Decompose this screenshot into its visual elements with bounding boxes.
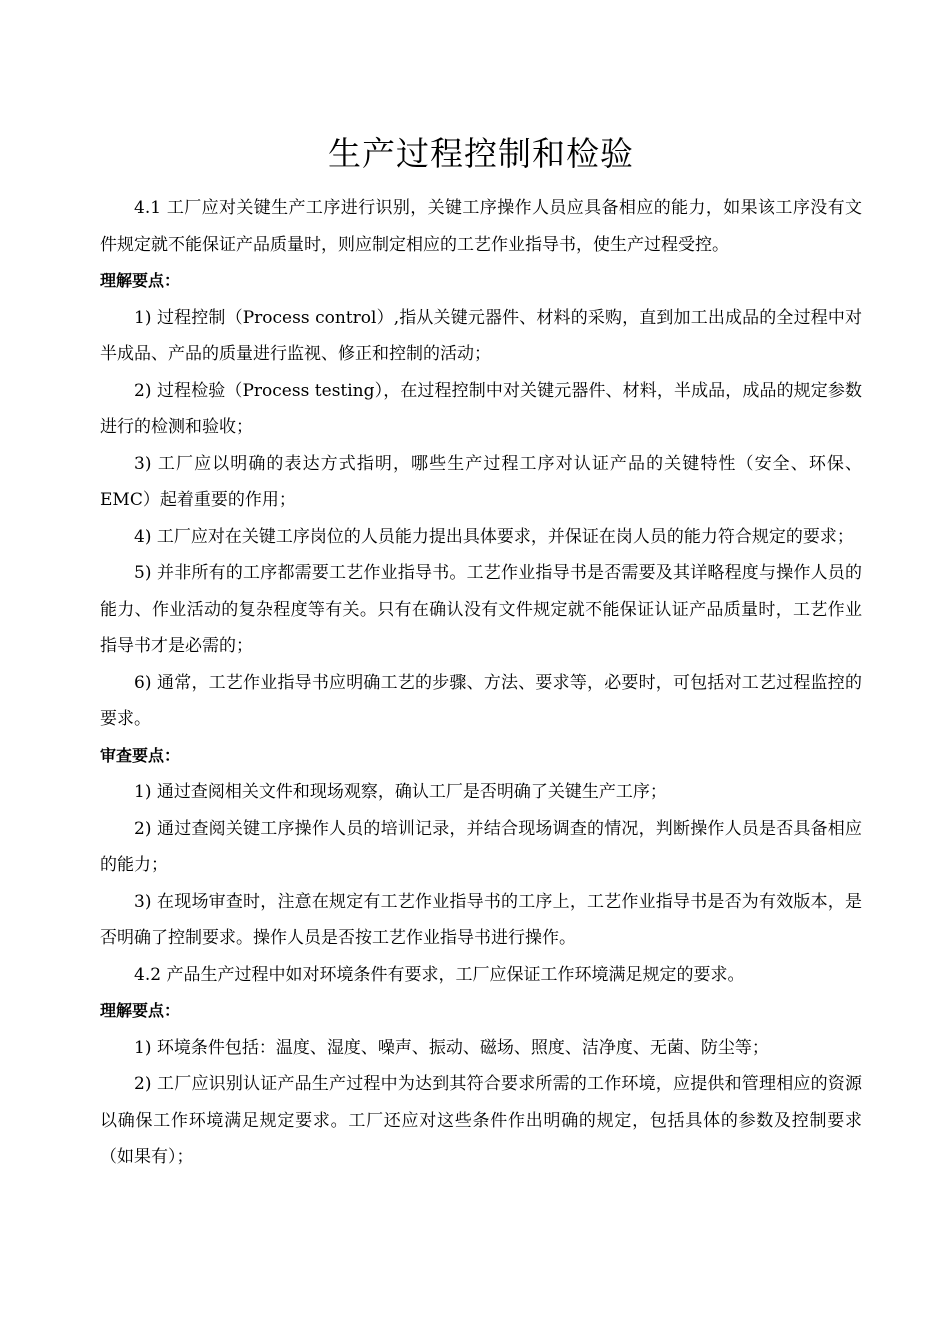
clause-4-1: 4.1 工厂应对关键生产工序进行识别，关键工序操作人员应具备相应的能力，如果该工序没有文件规定就不能保证产品质量时，则应制定相应的工艺作业指导书，使生产过程受控。 <box>100 198 862 255</box>
list-item: 1) 环境条件包括：温度、湿度、噪声、振动、磁场、照度、洁净度、无菌、防尘等； <box>134 1037 769 1058</box>
clause-4-2: 4.2 产品生产过程中如对环境条件有要求，工厂应保证工作环境满足规定的要求。 <box>134 964 745 985</box>
understanding-heading: 理解要点： <box>100 271 181 290</box>
list-item: 2) 过程检验（Process testing），在过程控制中对关键元器件、材料，半成品，成品的规定参数进行的检测和验收； <box>100 380 862 437</box>
list-item: 1) 过程控制（Process control）,指从关键元器件、材料的采购，直到加工出成品的全过程中对半成品、产品的质量进行监视、修正和控制的活动； <box>100 307 862 364</box>
list-item: 2) 工厂应识别认证产品生产过程中为达到其符合要求所需的工作环境，应提供和管理相应的资源以确保工作环境满足规定要求。工厂还应对这些条件作出明确的规定，包括具体的参数及控制要求（如果有）； <box>100 1074 862 1167</box>
list-item: 4) 工厂应对在关键工序岗位的人员能力提出具体要求，并保证在岗人员的能力符合规定的要求； <box>134 526 854 547</box>
understanding-heading: 理解要点： <box>100 1001 181 1020</box>
list-item: 3) 工厂应以明确的表达方式指明，哪些生产过程工序对认证产品的关键特性（安全、环保、EMC）起着重要的作用； <box>100 453 862 510</box>
list-item: 3) 在现场审查时，注意在规定有工艺作业指导书的工序上，工艺作业指导书是否为有效版本，是否明确了控制要求。操作人员是否按工艺作业指导书进行操作。 <box>100 891 862 948</box>
list-item: 1) 通过查阅相关文件和现场观察，确认工厂是否明确了关键生产工序； <box>134 782 667 802</box>
list-item: 5) 并非所有的工序都需要工艺作业指导书。工艺作业指导书是否需要及其详略程度与操作人员的能力、作业活动的复杂程度等有关。只有在确认没有文件规定就不能保证认证产品质量时，工艺作业指导书才是必需的； <box>100 563 862 656</box>
list-item: 2) 通过查阅关键工序操作人员的培训记录，并结合现场调查的情况，判断操作人员是否具备相应的能力； <box>100 818 862 875</box>
document-body <box>100 130 862 1176</box>
page-title: 生产过程控制和检验 <box>328 134 634 173</box>
list-item: 6) 通常，工艺作业指导书应明确工艺的步骤、方法、要求等，必要时，可包括对工艺过程监控的要求。 <box>100 672 862 729</box>
audit-heading: 审查要点： <box>100 745 181 765</box>
